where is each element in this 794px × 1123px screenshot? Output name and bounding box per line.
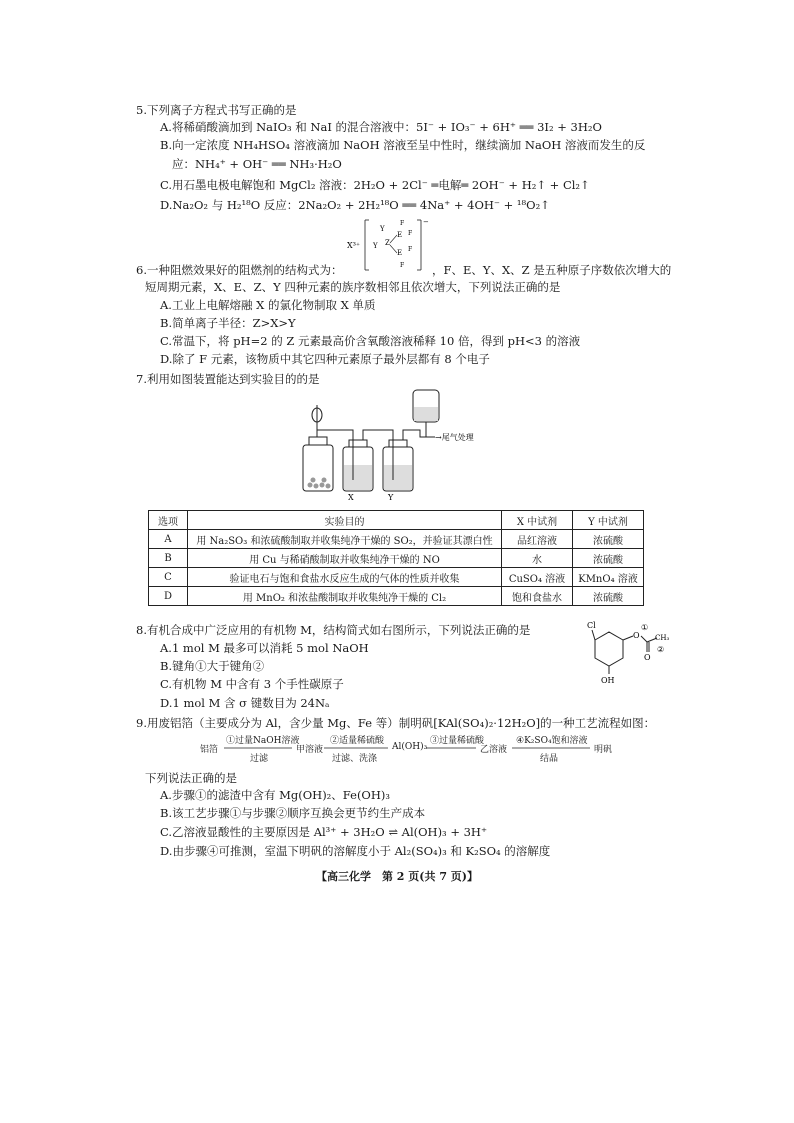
label-x: X bbox=[348, 493, 354, 502]
table-header-row bbox=[149, 511, 644, 530]
q8-option-c: C.有机物 M 中含有 3 个手性碳原子 bbox=[160, 677, 344, 691]
mol-angle-1: ① bbox=[641, 623, 649, 632]
flow-a2-bot: 过滤、洗涤 bbox=[332, 754, 378, 764]
process-flow bbox=[200, 733, 620, 763]
cell: 用 MnO₂ 和浓盐酸制取并收集纯净干燥的 Cl₂ bbox=[188, 587, 502, 606]
q9-stem: 9.用废铝箔（主要成分为 Al，含少量 Mg、Fe 等）制明矾[KAl(SO₄)₂·12H₂O]的一种工艺流程如图： bbox=[136, 716, 656, 730]
flow-a4-top: ④K₂SO₄饱和溶液 bbox=[516, 736, 588, 746]
col-option: 选项 bbox=[149, 511, 188, 530]
struct-f2: F bbox=[408, 230, 413, 237]
struct-f1: F bbox=[400, 220, 405, 227]
cell: 水 bbox=[502, 549, 573, 568]
cell: 验证电石与饱和食盐水反应生成的气体的性质并收集 bbox=[188, 568, 502, 587]
flow-s3: 乙溶液 bbox=[480, 745, 508, 755]
cell: D bbox=[149, 587, 188, 606]
cell: 浓硫酸 bbox=[573, 587, 644, 606]
struct-x: X³⁺ bbox=[347, 241, 361, 250]
q6-option-c: C.常温下，将 pH=2 的 Z 元素最高价含氧酸溶液稀释 10 倍，得到 pH<3 的溶液 bbox=[160, 334, 581, 348]
flow-a1-top: ①过量NaOH溶液 bbox=[226, 736, 300, 746]
table-row bbox=[149, 530, 644, 549]
experiment-table bbox=[148, 510, 644, 606]
cell: 浓硫酸 bbox=[573, 549, 644, 568]
q9-option-c: C.乙溶液显酸性的主要原因是 Al³⁺ + 3H₂O ⇌ Al(OH)₃ + 3H⁺ bbox=[160, 825, 488, 839]
cell: 用 Cu 与稀硝酸制取并收集纯净干燥的 NO bbox=[188, 549, 502, 568]
flow-a4-bot: 结晶 bbox=[540, 754, 559, 764]
tail-gas-label: →尾气处理 bbox=[435, 433, 474, 442]
struct-f4: F bbox=[400, 262, 405, 269]
flow-s2: Al(OH)₃ bbox=[392, 742, 428, 752]
q5-option-c: C.用石墨电极电解饱和 MgCl₂ 溶液：2H₂O + 2Cl⁻ ═电解═ 2OH⁻ + H₂↑ + Cl₂↑ bbox=[160, 178, 590, 192]
q8-option-a: A.1 mol M 最多可以消耗 5 mol NaOH bbox=[160, 641, 369, 655]
struct-z: Z bbox=[385, 239, 390, 247]
q5-option-b-cont: 应：NH₄⁺ + OH⁻ ══ NH₃·H₂O bbox=[172, 157, 342, 171]
q8-option-d: D.1 mol M 含 σ 键数目为 24Nₐ bbox=[160, 696, 330, 710]
q8-option-b: B.键角①大于键角② bbox=[160, 659, 265, 673]
q6-stem: 6.一种阻燃效果好的阻燃剂的结构式为： bbox=[136, 263, 343, 277]
q6-option-a: A.工业上电解熔融 X 的氯化物制取 X 单质 bbox=[160, 298, 376, 312]
q5-stem: 5.下列离子方程式书写正确的是 bbox=[136, 103, 297, 117]
flow-a2-top: ②适量稀硫酸 bbox=[330, 736, 385, 746]
col-purpose: 实验目的 bbox=[188, 511, 502, 530]
molecule-m-diagram bbox=[575, 618, 675, 686]
q6-option-b: B.简单离子半径：Z>X>Y bbox=[160, 316, 296, 330]
apparatus-diagram bbox=[295, 385, 535, 505]
table-row bbox=[149, 587, 644, 606]
mol-angle-2: ② bbox=[657, 645, 665, 654]
flow-s1: 甲溶液 bbox=[296, 745, 324, 755]
cell: CuSO₄ 溶液 bbox=[502, 568, 573, 587]
flow-a1-bot: 过滤 bbox=[250, 754, 269, 764]
cell: 品红溶液 bbox=[502, 530, 573, 549]
struct-e2: E bbox=[397, 249, 403, 257]
struct-e1: E bbox=[397, 231, 403, 239]
q6-stem-cont: ，F、E、Y、X、Z 是五种原子序数依次增大的 bbox=[432, 263, 672, 277]
cell: KMnO₄ 溶液 bbox=[573, 568, 644, 587]
cell: A bbox=[149, 530, 188, 549]
q9-option-d: D.由步骤④可推测，室温下明矾的溶解度小于 Al₂(SO₄)₃ 和 K₂SO₄ 的溶解度 bbox=[160, 844, 551, 858]
flow-s0: 铝箔 bbox=[200, 745, 219, 755]
cell: 用 Na₂SO₃ 和浓硫酸制取并收集纯净干燥的 SO₂，并验证其漂白性 bbox=[188, 530, 502, 549]
mol-carbonyl-o: O bbox=[644, 653, 651, 662]
cell: B bbox=[149, 549, 188, 568]
table-row bbox=[149, 568, 644, 587]
q9-option-b: B.该工艺步骤①与步骤②顺序互换会更节约生产成本 bbox=[160, 806, 426, 820]
cell: 浓硫酸 bbox=[573, 530, 644, 549]
struct-f3: F bbox=[408, 246, 413, 253]
col-y-reagent: Y 中试剂 bbox=[573, 511, 644, 530]
struct-y1: Y bbox=[380, 225, 385, 233]
q5-option-d: D.Na₂O₂ 与 H₂¹⁸O 反应：2Na₂O₂ + 2H₂¹⁸O ══ 4Na⁺ + 4OH⁻ + ¹⁸O₂↑ bbox=[160, 198, 550, 212]
page-footer: 【高三化学 第 2 页(共 7 页)】 bbox=[315, 870, 479, 883]
q6-stem-line2: 短周期元素，X、E、Z、Y 四种元素的族序数相邻且依次增大，下列说法正确的是 bbox=[145, 280, 561, 294]
q9-sub: 下列说法正确的是 bbox=[145, 771, 237, 785]
mol-cl: Cl bbox=[587, 621, 596, 630]
q6-structure-diagram bbox=[345, 215, 435, 275]
mol-oh: OH bbox=[601, 676, 615, 685]
label-y: Y bbox=[388, 493, 394, 502]
flow-s4: 明矾 bbox=[594, 745, 613, 755]
flow-a3-top: ③过量稀硫酸 bbox=[430, 736, 485, 746]
svg-text:−: − bbox=[423, 218, 429, 226]
cell: 饱和食盐水 bbox=[502, 587, 573, 606]
q5-option-a: A.将稀硝酸滴加到 NaIO₃ 和 NaI 的混合溶液中：5I⁻ + IO₃⁻ + 6H⁺ ══ 3I₂ + 3H₂O bbox=[160, 120, 602, 134]
cell: C bbox=[149, 568, 188, 587]
mol-ester-o: O bbox=[633, 631, 640, 640]
struct-y2: Y bbox=[373, 242, 378, 250]
q5-option-b: B.向一定浓度 NH₄HSO₄ 溶液滴加 NaOH 溶液至呈中性时，继续滴加 NaOH 溶液而发生的反 bbox=[160, 138, 646, 152]
q8-stem: 8.有机合成中广泛应用的有机物 M，结构简式如右图所示，下列说法正确的是 bbox=[136, 623, 531, 637]
q7-stem: 7.利用如图装置能达到实验目的的是 bbox=[136, 372, 320, 386]
mol-ch3: CH₃ bbox=[655, 634, 670, 642]
table-row bbox=[149, 549, 644, 568]
col-x-reagent: X 中试剂 bbox=[502, 511, 573, 530]
q6-option-d: D.除了 F 元素，该物质中其它四种元素原子最外层都有 8 个电子 bbox=[160, 352, 490, 366]
q9-option-a: A.步骤①的滤渣中含有 Mg(OH)₂、Fe(OH)₃ bbox=[160, 788, 390, 802]
